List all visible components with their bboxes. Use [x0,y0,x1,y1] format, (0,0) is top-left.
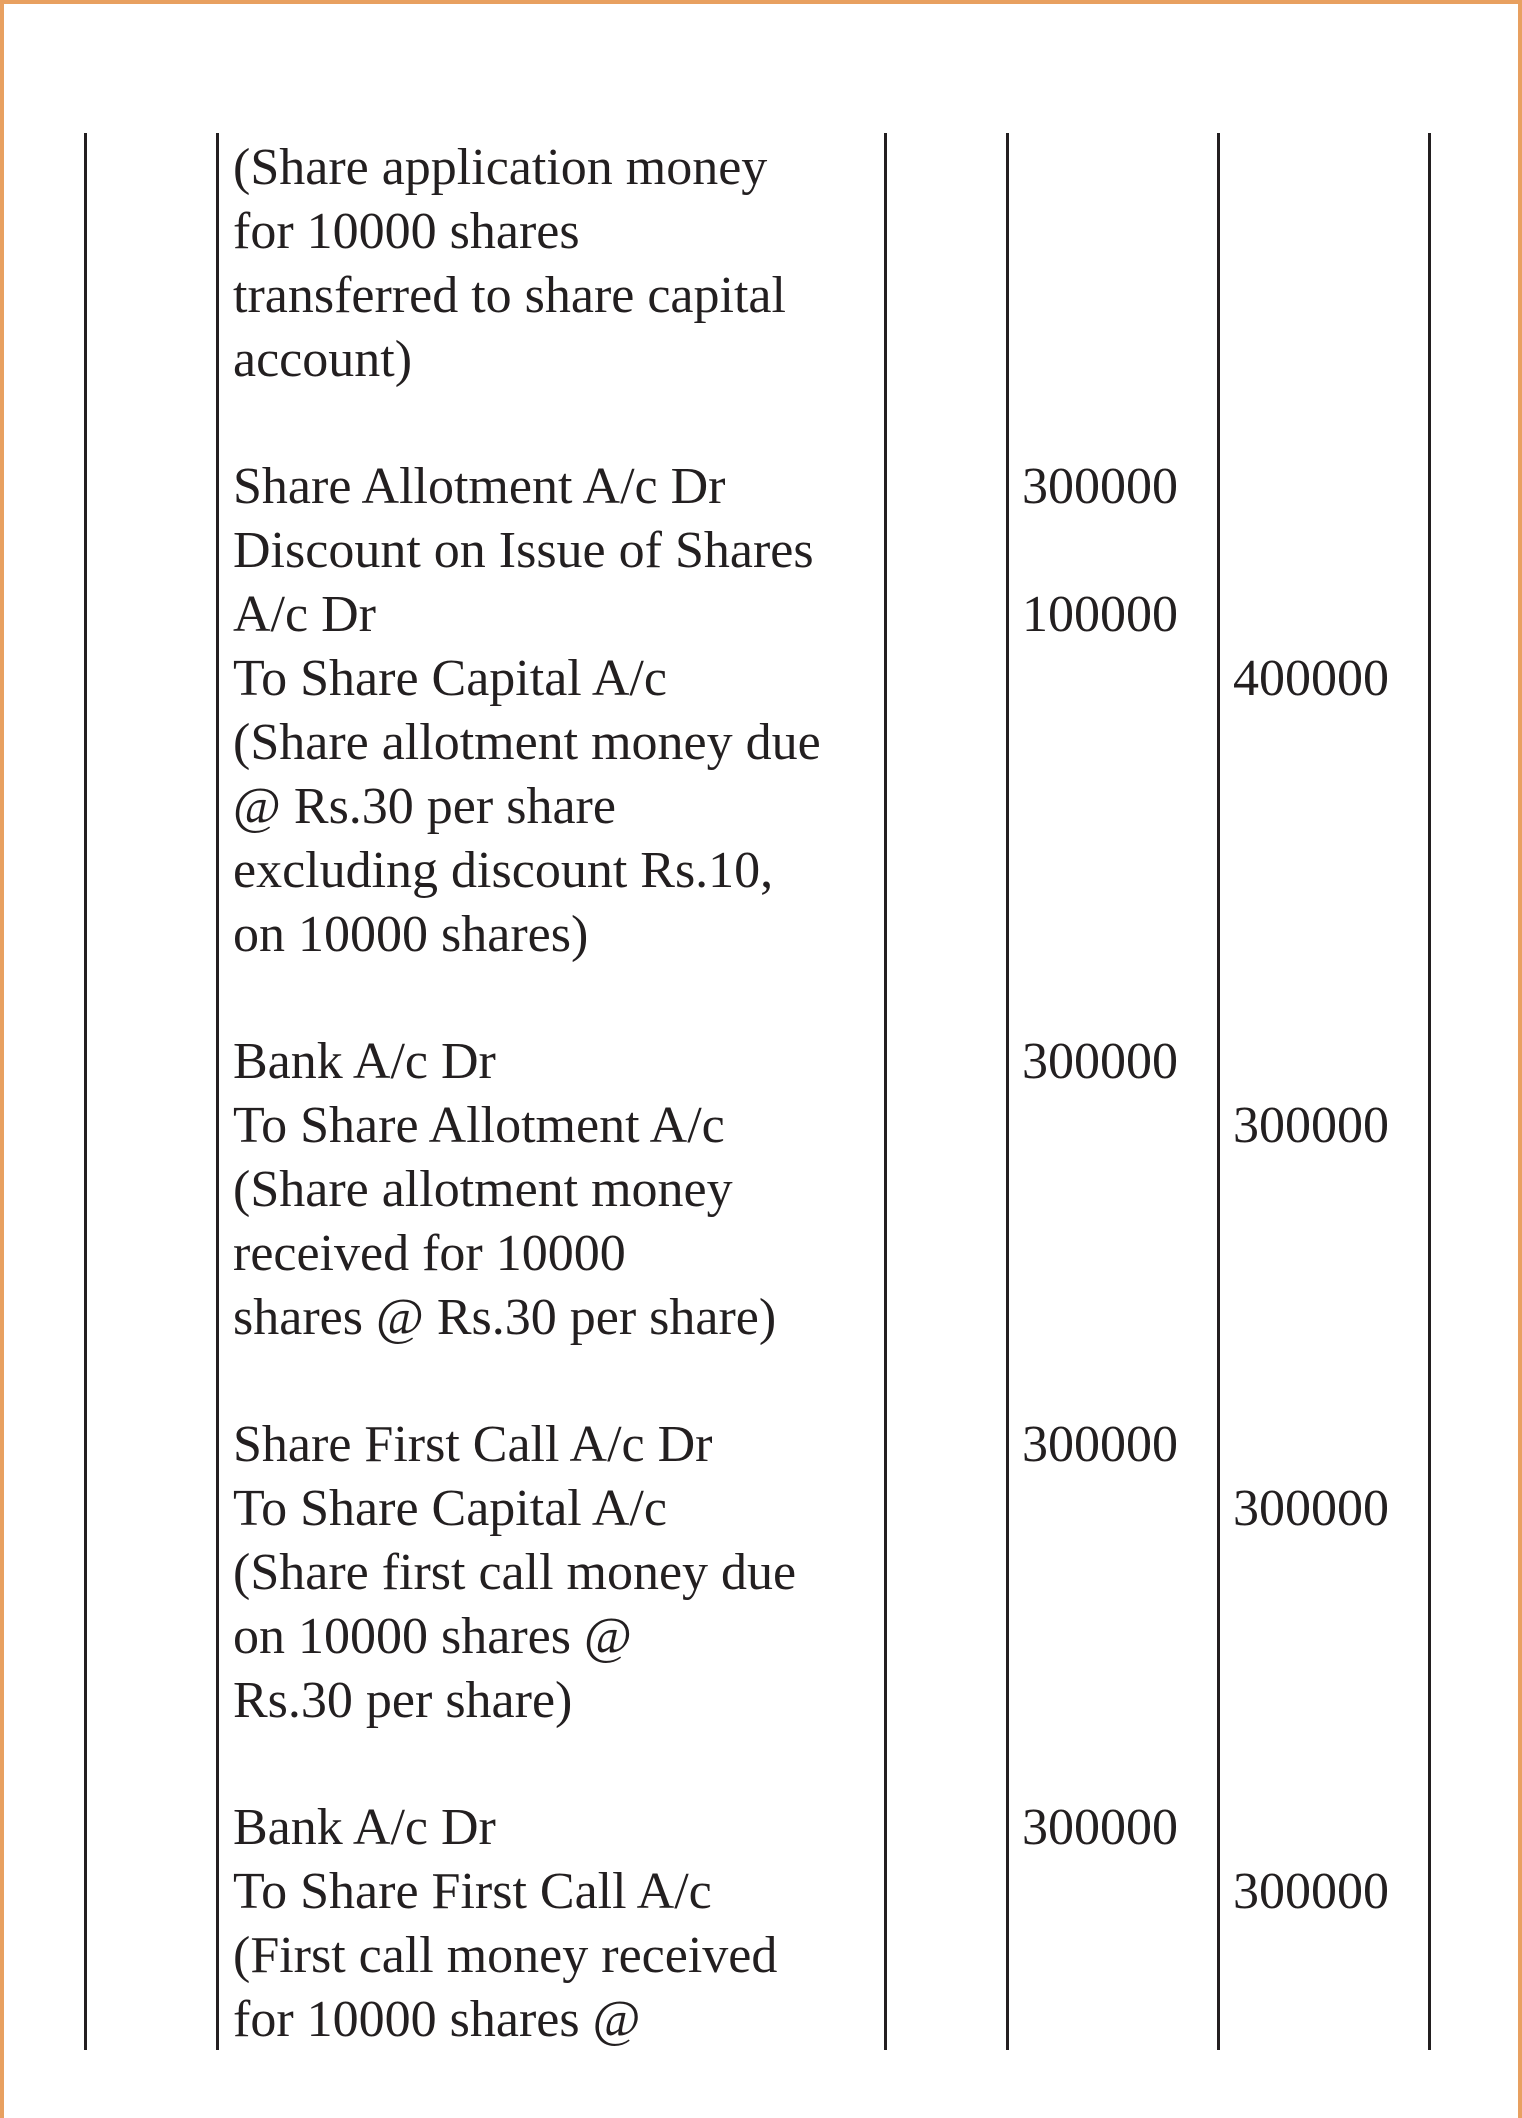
column-rule-credit-right [1428,133,1431,2050]
debit-amount: 300000 [1022,1799,1178,1856]
particulars-line: To Share Allotment A/c [233,1097,725,1154]
particulars-line: excluding discount Rs.10, [233,842,774,899]
debit-amount: 100000 [1022,586,1178,643]
column-rule-debit-left [1006,133,1009,2050]
particulars-line: (Share application money [233,139,768,196]
particulars-line: (First call money received [233,1927,778,1984]
particulars-line: shares @ Rs.30 per share) [233,1289,777,1346]
particulars-line: Discount on Issue of Shares [233,522,814,579]
particulars-line: Bank A/c Dr [233,1799,496,1856]
debit-amount: 300000 [1022,1033,1178,1090]
credit-amount: 300000 [1233,1480,1389,1537]
particulars-line: To Share Capital A/c [233,1480,667,1537]
particulars-line: To Share First Call A/c [233,1863,712,1920]
column-rule-lf-left [884,133,887,2050]
credit-amount: 300000 [1233,1097,1389,1154]
particulars-line: (Share allotment money [233,1161,733,1218]
particulars-line: A/c Dr [233,586,376,643]
particulars-line: (Share first call money due [233,1544,797,1601]
column-rule-particulars-left [216,133,219,2050]
particulars-line: account) [233,331,413,388]
particulars-line: on 10000 shares) [233,906,589,963]
particulars-line: Bank A/c Dr [233,1033,496,1090]
particulars-line: on 10000 shares @ [233,1608,632,1665]
particulars-line: Share Allotment A/c Dr [233,458,726,515]
particulars-line: for 10000 shares [233,203,580,260]
debit-amount: 300000 [1022,1416,1178,1473]
particulars-line: @ Rs.30 per share [233,778,616,835]
particulars-line: (Share allotment money due [233,714,821,771]
credit-amount: 300000 [1233,1863,1389,1920]
particulars-line: To Share Capital A/c [233,650,667,707]
debit-amount: 300000 [1022,458,1178,515]
particulars-line: transferred to share capital [233,267,786,324]
particulars-line: Share First Call A/c Dr [233,1416,713,1473]
credit-amount: 400000 [1233,650,1389,707]
particulars-line: Rs.30 per share) [233,1672,573,1729]
column-rule-date-left [84,133,87,2050]
particulars-line: for 10000 shares @ [233,1991,641,2048]
particulars-line: received for 10000 [233,1225,626,1282]
column-rule-credit-left [1217,133,1220,2050]
